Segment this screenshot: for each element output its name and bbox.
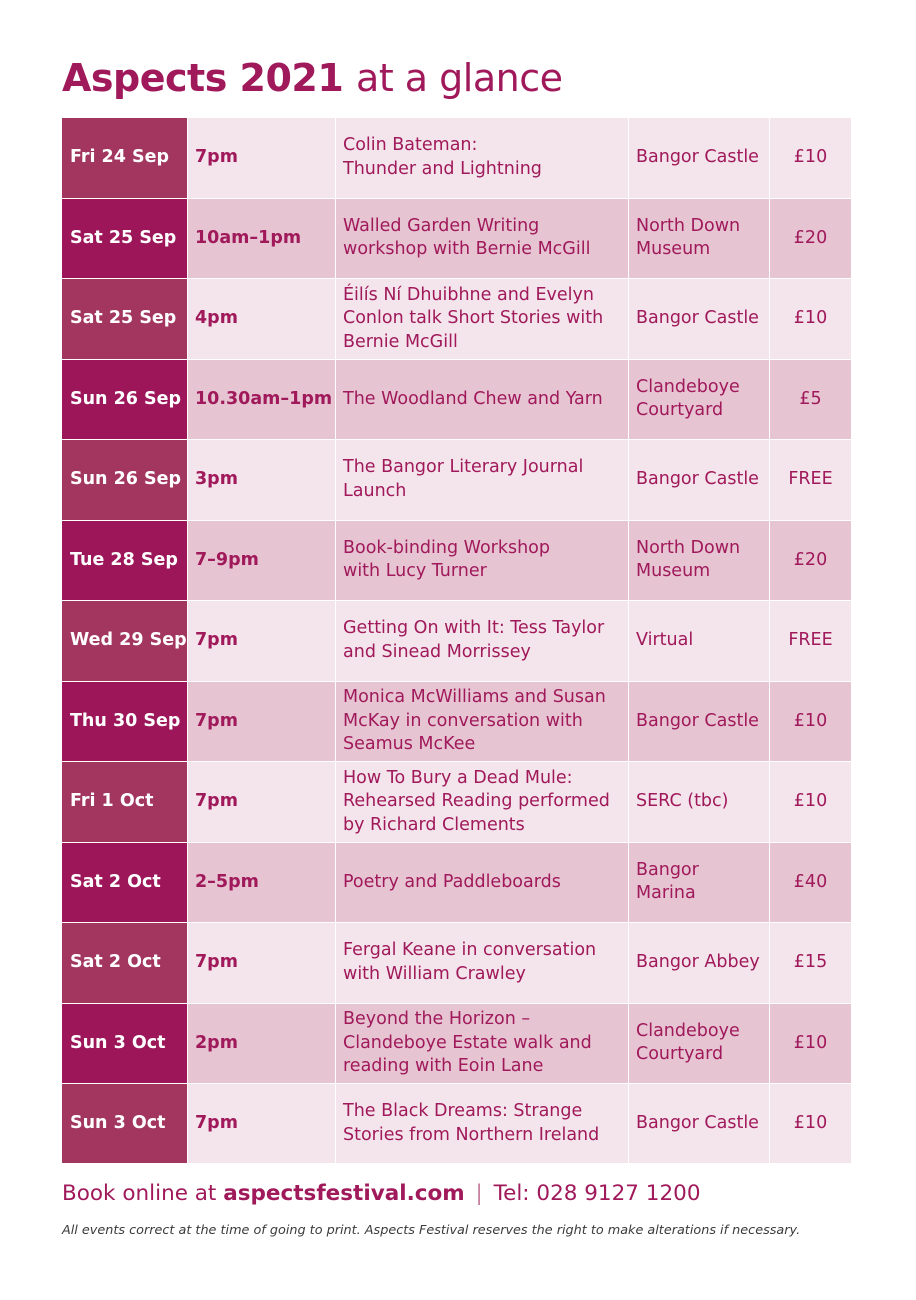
disclaimer-note: All events correct at the time of going to print. Aspects Festival reserves the right to make alterations if necessary. — [62, 1223, 801, 1238]
event-title: The Bangor Literary Journal Launch — [336, 440, 629, 520]
event-time: 2–5pm — [188, 843, 336, 923]
event-time: 7pm — [188, 682, 336, 762]
event-row — [62, 279, 851, 360]
event-time: 7pm — [188, 923, 336, 1003]
event-time: 7–9pm — [188, 521, 336, 601]
event-time: 7pm — [188, 601, 336, 681]
event-date: Sat 2 Oct — [62, 923, 188, 1003]
booking-separator: | — [475, 1181, 483, 1206]
event-date: Sun 3 Oct — [62, 1084, 188, 1163]
event-venue: Bangor Abbey — [629, 923, 770, 1003]
event-price: £20 — [770, 199, 851, 279]
event-time: 10am–1pm — [188, 199, 336, 279]
booking-prefix: Book online at — [62, 1181, 217, 1206]
event-time: 7pm — [188, 1084, 336, 1163]
event-row — [62, 118, 851, 199]
event-venue: Bangor Castle — [629, 440, 770, 520]
event-date: Fri 1 Oct — [62, 762, 188, 842]
event-price: £5 — [770, 360, 851, 440]
event-title: Poetry and Paddleboards — [336, 843, 629, 923]
event-date: Tue 28 Sep — [62, 521, 188, 601]
event-price: FREE — [770, 601, 851, 681]
event-row — [62, 521, 851, 602]
event-date: Thu 30 Sep — [62, 682, 188, 762]
event-price: £10 — [770, 1004, 851, 1084]
event-row — [62, 1084, 851, 1163]
event-time: 3pm — [188, 440, 336, 520]
event-price: £10 — [770, 682, 851, 762]
event-price: FREE — [770, 440, 851, 520]
event-price: £40 — [770, 843, 851, 923]
event-venue: Bangor Castle — [629, 682, 770, 762]
event-price: £10 — [770, 1084, 851, 1163]
title-light: at a glance — [356, 56, 563, 100]
event-title: The Woodland Chew and Yarn — [336, 360, 629, 440]
booking-website-link[interactable]: aspectsfestival.com — [223, 1181, 465, 1206]
event-title: The Black Dreams: Strange Stories from Northern Ireland — [336, 1084, 629, 1163]
event-title: Beyond the Horizon – Clandeboye Estate walk and reading with Eoin Lane — [336, 1004, 629, 1084]
event-venue: North Down Museum — [629, 521, 770, 601]
event-date: Sun 26 Sep — [62, 360, 188, 440]
event-venue: Bangor Castle — [629, 118, 770, 198]
event-date: Fri 24 Sep — [62, 118, 188, 198]
event-price: £10 — [770, 279, 851, 359]
event-row — [62, 199, 851, 280]
event-venue: Virtual — [629, 601, 770, 681]
event-venue: North Down Museum — [629, 199, 770, 279]
event-title: Éilís Ní Dhuibhne and Evelyn Conlon talk Short Stories with Bernie McGill — [336, 279, 629, 359]
event-row — [62, 360, 851, 441]
event-time: 2pm — [188, 1004, 336, 1084]
booking-phone: Tel: 028 9127 1200 — [493, 1181, 701, 1206]
event-time: 10.30am–1pm — [188, 360, 336, 440]
event-date: Sun 3 Oct — [62, 1004, 188, 1084]
event-venue: Bangor Castle — [629, 279, 770, 359]
event-date: Sun 26 Sep — [62, 440, 188, 520]
event-price: £10 — [770, 118, 851, 198]
event-date: Sat 25 Sep — [62, 199, 188, 279]
event-venue: Bangor Castle — [629, 1084, 770, 1163]
event-row — [62, 601, 851, 682]
event-time: 7pm — [188, 118, 336, 198]
event-title: Colin Bateman: Thunder and Lightning — [336, 118, 629, 198]
event-title: Walled Garden Writing workshop with Bernie McGill — [336, 199, 629, 279]
event-time: 7pm — [188, 762, 336, 842]
event-date: Sat 25 Sep — [62, 279, 188, 359]
event-row — [62, 762, 851, 843]
event-time: 4pm — [188, 279, 336, 359]
event-venue: SERC (tbc) — [629, 762, 770, 842]
event-price: £10 — [770, 762, 851, 842]
event-price: £20 — [770, 521, 851, 601]
event-row — [62, 843, 851, 924]
event-venue: Bangor Marina — [629, 843, 770, 923]
event-row — [62, 440, 851, 521]
event-row — [62, 923, 851, 1004]
event-date: Sat 2 Oct — [62, 843, 188, 923]
event-date: Wed 29 Sep — [62, 601, 188, 681]
event-schedule-table — [62, 118, 851, 1163]
event-price: £15 — [770, 923, 851, 1003]
event-title: Book-binding Workshop with Lucy Turner — [336, 521, 629, 601]
event-title: How To Bury a Dead Mule: Rehearsed Reading performed by Richard Clements — [336, 762, 629, 842]
event-venue: Clandeboye Courtyard — [629, 1004, 770, 1084]
event-row — [62, 1004, 851, 1085]
booking-info — [62, 1180, 701, 1208]
event-title: Getting On with It: Tess Taylor and Sinead Morrissey — [336, 601, 629, 681]
title-strong: Aspects 2021 — [62, 56, 344, 100]
event-row — [62, 682, 851, 763]
event-venue: Clandeboye Courtyard — [629, 360, 770, 440]
event-title: Fergal Keane in conversation with William Crawley — [336, 923, 629, 1003]
page-title — [62, 54, 563, 102]
event-title: Monica McWilliams and Susan McKay in conversation with Seamus McKee — [336, 682, 629, 762]
